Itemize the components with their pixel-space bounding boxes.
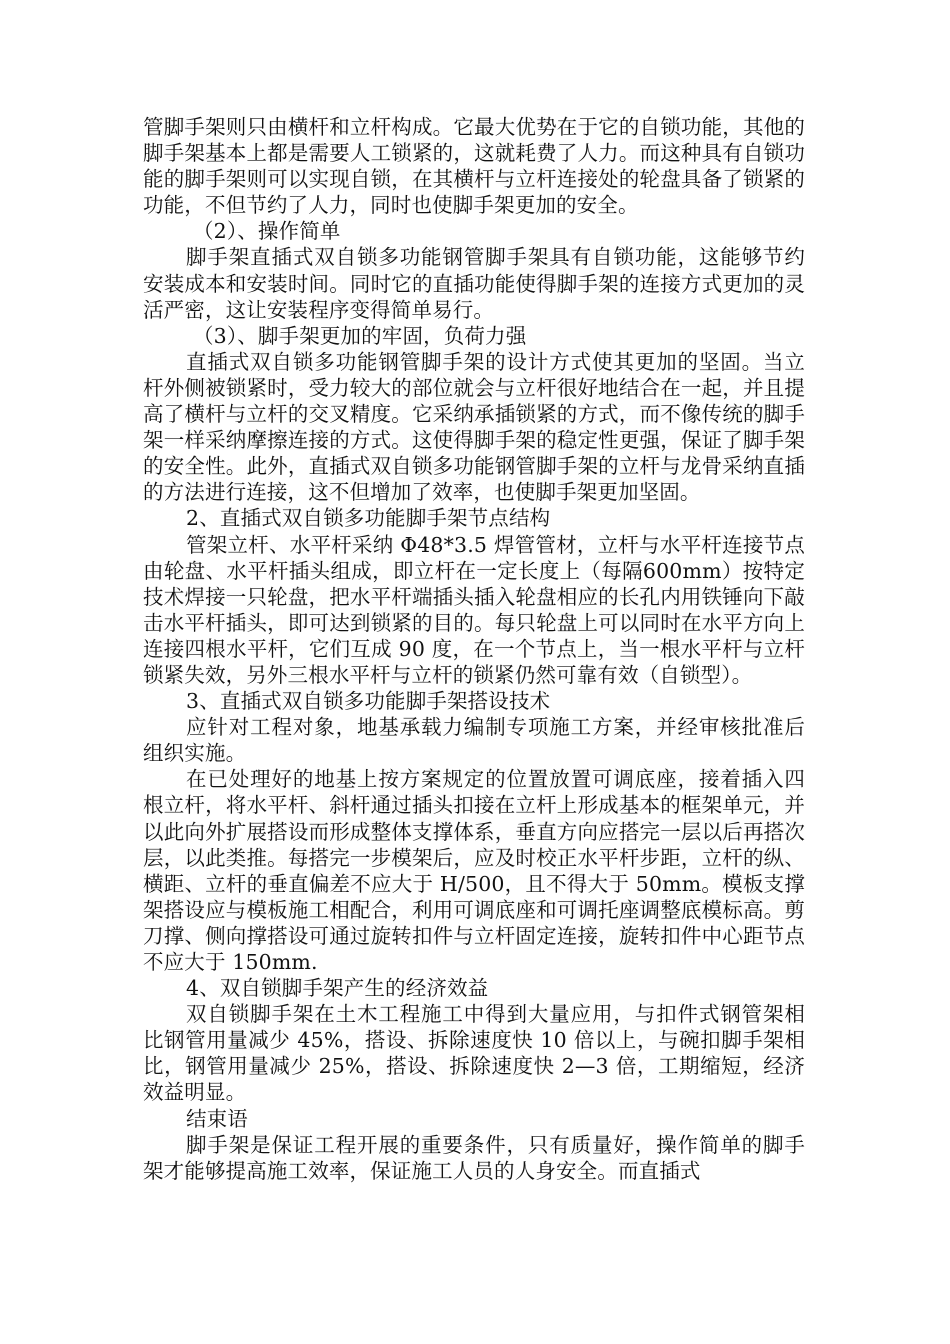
paragraph-node-structure: 管架立杆、水平杆采纳 Φ48*3.5 焊管管材，立杆与水平杆连接节点由轮盘、水平杆插头组成，即立杆在一定长度上（每隔600mm）按特定技术焊接一只轮盘，把水平杆端插头插入轮盘相应的长孔内用铁锤向下敲击水平杆插头，即可达到锁紧的目的。每只轮盘上可以同时在水平方向上连接四根水平杆，它们互成 90 度，在一个节点上，当一根水平杆与立杆锁紧失效，另外三根水平杆与立杆的锁紧仍然可靠有效（自锁型）。 [143, 532, 805, 687]
subheading-simple-operation: （2）、操作简单 [193, 219, 341, 244]
paragraph-erection-steps: 在已处理好的地基上按方案规定的位置放置可调底座，接着插入四根立杆，将水平杆、斜杆通过插头扣接在立杆上形成基本的框架单元，并以此向外扩展搭设而形成整体支撑体系，垂直方向应搭完一层以后再搭次层，以此类推。每搭完一步模架后，应及时校正水平杆步距，立杆的纵、横距、立杆的垂直偏差不应大于 H/500，且不得大于 50mm。模板支撑架搭设应与模板施工相配合，利用可调底座和可调托座调整底模标高。剪刀撑、侧向撑搭设可通过旋转扣件与立杆固定连接，旋转扣件中心距节点不应大于 150mm. [143, 767, 805, 974]
section-heading-node-structure: 2、直插式双自锁多功能脚手架节点结构 [186, 506, 551, 531]
section-heading-conclusion: 结束语 [186, 1106, 248, 1131]
paragraph-intro: 管脚手架则只由横杆和立杆构成。它最大优势在于它的自锁功能，其他的脚手架基本上都是需要人工锁紧的，这就耗费了人力。而这种具有自锁功能的脚手架则可以实现自锁，在其横杆与立杆连接处的轮盘具备了锁紧的功能，不但节约了人力，同时也使脚手架更加的安全。 [143, 115, 805, 218]
paragraph-sturdy: 直插式双自锁多功能钢管脚手架的设计方式使其更加的坚固。当立杆外侧被锁紧时，受力较大的部位就会与立杆很好地结合在一起，并且提高了横杆与立杆的交叉精度。它采纳承插锁紧的方式，而不像传统的脚手架一样采纳摩擦连接的方式。这使得脚手架的稳定性更强，保证了脚手架的安全性。此外，直插式双自锁多功能钢管脚手架的立杆与龙骨采纳直插的方法进行连接，这不但增加了效率，也使脚手架更加坚固。 [143, 349, 805, 505]
paragraph-erection-plan: 应针对工程对象，地基承载力编制专项施工方案，并经审核批准后组织实施。 [143, 715, 805, 766]
paragraph-simple-operation: 脚手架直插式双自锁多功能钢管脚手架具有自锁功能，这能够节约安装成本和安装时间。同时它的直插功能使得脚手架的连接方式更加的灵活严密，这让安装程序变得简单易行。 [143, 245, 805, 322]
section-heading-economic-benefit: 4、双自锁脚手架产生的经济效益 [186, 976, 489, 1001]
subheading-sturdy: （3）、脚手架更加的牢固，负荷力强 [193, 323, 527, 348]
paragraph-economic-benefit: 双自锁脚手架在土木工程施工中得到大量应用，与扣件式钢管架相比钢管用量减少 45%，搭设、拆除速度快 10 倍以上，与碗扣脚手架相比，钢管用量减少 25%，搭设、拆除速度快 2—3 倍，工期缩短，经济效益明显。 [143, 1002, 805, 1105]
paragraph-conclusion: 脚手架是保证工程开展的重要条件，只有质量好，操作简单的脚手架才能够提高施工效率，保证施工人员的人身安全。而直插式 [143, 1132, 805, 1183]
document-body [143, 114, 805, 1184]
section-heading-erection-technique: 3、直插式双自锁多功能脚手架搭设技术 [186, 689, 551, 714]
